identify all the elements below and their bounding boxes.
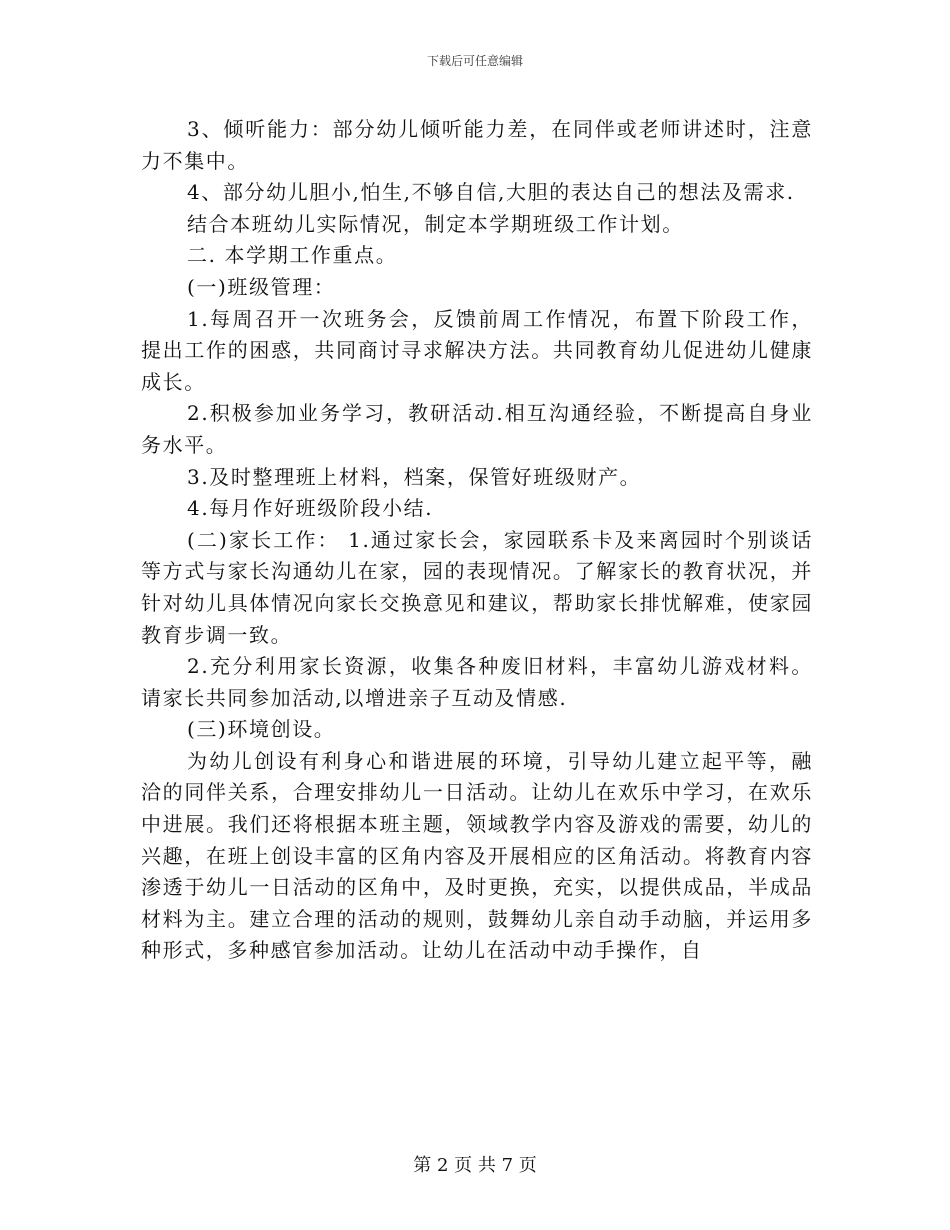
paragraph-monthly-summary: 4.每月作好班级阶段小结. — [187, 496, 434, 521]
page-footer — [0, 1154, 950, 1178]
footer-current-page: 2 — [436, 1155, 449, 1176]
footer-mid: 页 共 — [454, 1155, 496, 1176]
paragraph-materials: 3.及时整理班上材料，档案，保管好班级财产。 — [187, 464, 642, 489]
subheading-class-management: (一)班级管理： — [187, 274, 336, 299]
paragraph-weekly-meeting: 1.每周召开一次班务会，反馈前周工作情况，布置下阶段工作，提出工作的困惑，共同商讨寻求解决方法。共同教育幼儿促进幼儿健康成长。 — [141, 306, 813, 394]
paragraph-parent-resources: 2.充分利用家长资源，收集各种废旧材料，丰富幼儿游戏材料。请家长共同参加活动,以增进亲子互动及情感. — [141, 654, 813, 710]
subheading-environment: (三)环境创设。 — [187, 717, 336, 742]
page-header: 下载后可任意编辑 — [426, 54, 523, 68]
paragraph-study: 2.积极参加业务学习，教研活动.相互沟通经验，不断提高自身业务水平。 — [141, 401, 813, 457]
footer-total-pages: 7 — [501, 1155, 514, 1176]
document-body — [141, 114, 813, 967]
paragraph-parent-work: (二)家长工作： 1.通过家长会，家园联系卡及来离园时个别谈话等方式与家长沟通幼儿在家，园的表现情况。了解家长的教育状况，并针对幼儿具体情况向家长交换意见和建议，帮助家长排忧解难，使家园教育步调一致。 — [141, 527, 813, 647]
paragraph-listening-ability: 3、倾听能力：部分幼儿倾听能力差，在同伴或老师讲述时，注意力不集中。 — [141, 117, 813, 173]
footer-prefix: 第 — [413, 1155, 432, 1176]
footer-suffix: 页 — [518, 1155, 537, 1176]
paragraph-environment: 为幼儿创设有利身心和谐进展的环境，引导幼儿建立起平等，融洽的同伴关系，合理安排幼儿一日活动。让幼儿在欢乐中学习，在欢乐中进展。我们还将根据本班主题，领域教学内容及游戏的需要，幼儿的兴趣，在班上创设丰富的区角内容及开展相应的区角活动。将教育内容渗透于幼儿一日活动的区角中，及时更换，充实，以提供成品，半成品材料为主。建立合理的活动的规则，鼓舞幼儿亲自动手动脑，并运用多种形式，多种感官参加活动。让幼儿在活动中动手操作，自 — [141, 748, 813, 963]
paragraph-shy-children: 4、部分幼儿胆小,怕生,不够自信,大胆的表达自己的想法及需求. — [187, 180, 795, 205]
section-heading-key-work: 二. 本学期工作重点。 — [187, 243, 398, 268]
paragraph-plan-intro: 结合本班幼儿实际情况，制定本学期班级工作计划。 — [187, 211, 684, 236]
